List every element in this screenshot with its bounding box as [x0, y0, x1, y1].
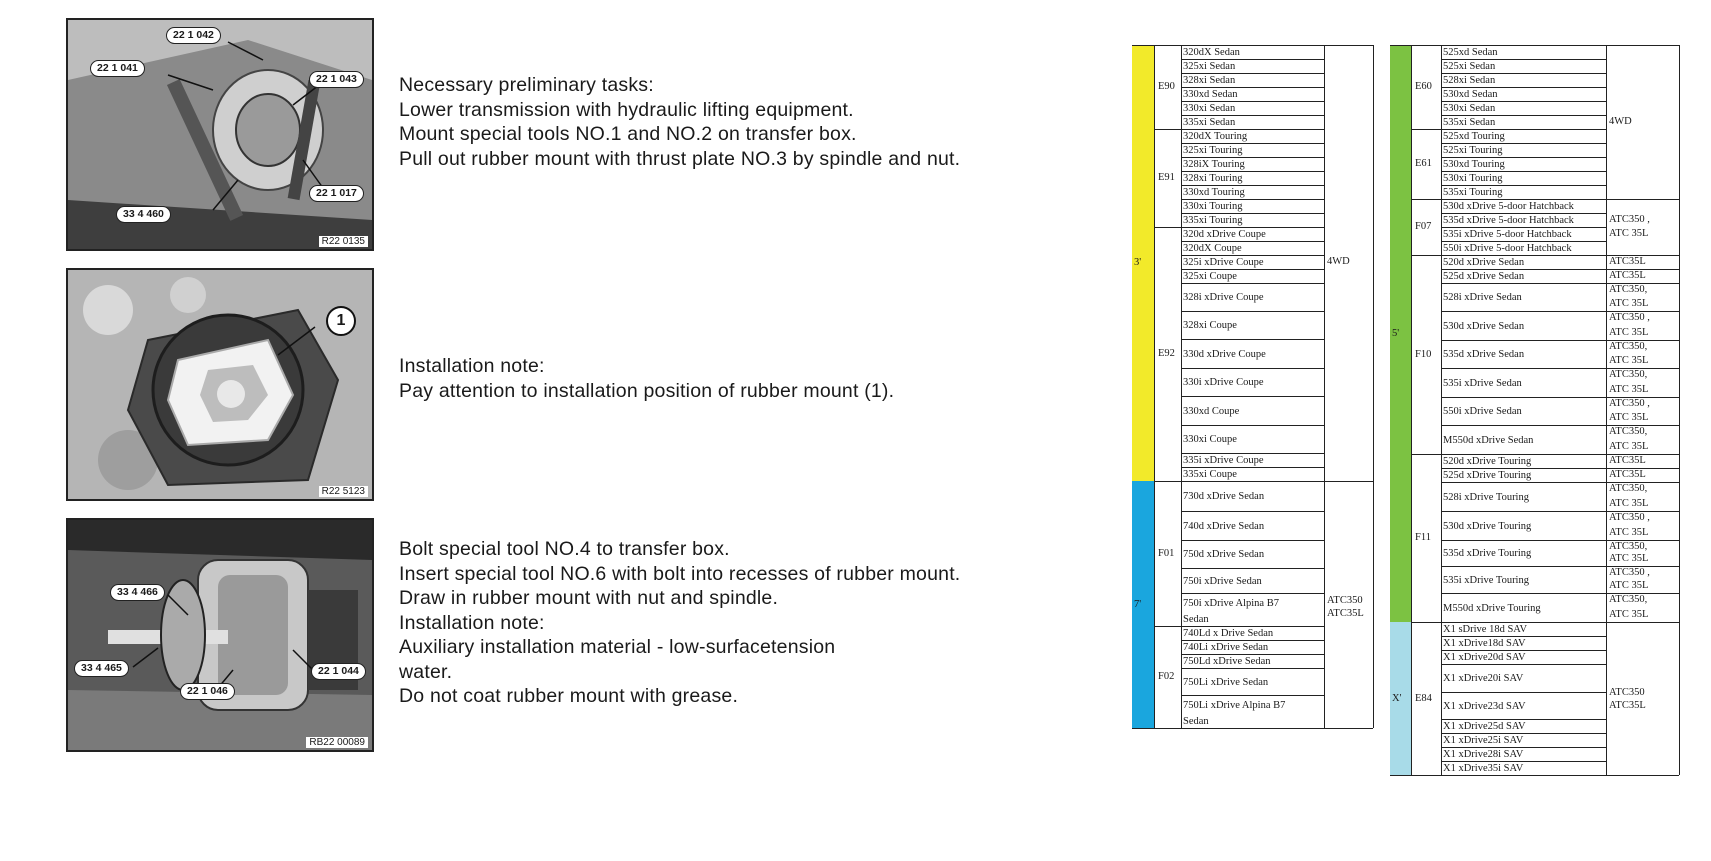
model-row: X1 xDrive25d SAV [1441, 719, 1606, 733]
instruction-line: Insert special tool NO.6 with bolt into recesses of rubber mount. [399, 562, 961, 585]
chassis-code: E61 [1415, 158, 1432, 169]
model-row: 520d xDrive Touring [1441, 454, 1606, 468]
chassis-divider [1154, 626, 1181, 627]
model-row: 525d xDrive Touring [1441, 468, 1606, 482]
model-row: 535xi Touring [1441, 185, 1606, 199]
transfer-value: ATC 35L [1609, 384, 1649, 395]
model-row: 335xi Coupe [1181, 467, 1324, 481]
transfer-atc350: ATC350 [1327, 595, 1363, 606]
transfer-4wd: 4WD [1327, 256, 1350, 267]
instruction-line: Pull out rubber mount with thrust plate NO.3 by spindle and nut. [399, 147, 961, 170]
transfer-value: ATC350 , [1609, 398, 1650, 409]
model-row: 740d xDrive Sedan [1181, 511, 1324, 540]
transfer-value: ATC350, [1609, 341, 1648, 352]
model-row: 330i xDrive Coupe [1181, 368, 1324, 396]
model-row: 330xi Touring [1181, 199, 1324, 213]
model-row: 535i xDrive Sedan [1441, 368, 1606, 397]
chassis-code: F11 [1415, 532, 1431, 543]
photo-installation [66, 518, 374, 752]
model-row: X1 xDrive28i SAV [1441, 747, 1606, 761]
model-row: 530xi Touring [1441, 171, 1606, 185]
transfer-value: ATC350, [1609, 483, 1648, 494]
chassis-code: F07 [1415, 221, 1432, 232]
instructions-installation-note [399, 354, 894, 403]
model-row: X1 xDrive25i SAV [1441, 733, 1606, 747]
model-row: 530xd Touring [1441, 157, 1606, 171]
instruction-line: Do not coat rubber mount with grease. [399, 685, 739, 707]
column-line [1324, 45, 1325, 728]
model-row: 530d xDrive Sedan [1441, 311, 1606, 340]
column-line [1441, 45, 1442, 775]
column-line [1606, 45, 1607, 775]
transfer-value: ATC 35L [1609, 580, 1649, 591]
instruction-line: water. [399, 660, 453, 683]
transfer-divider [1606, 199, 1679, 200]
model-row: 330xd Touring [1181, 185, 1324, 199]
transfer-e84-line1: ATC350 [1609, 686, 1645, 698]
model-row: X1 xDrive20i SAV [1441, 664, 1606, 692]
transfer-value: ATC35L [1609, 256, 1646, 267]
transfer-value: ATC 35L [1609, 412, 1649, 423]
model-row: 535d xDrive Touring [1441, 540, 1606, 566]
photo-transfer-removal [66, 18, 374, 251]
model-row: 528i xDrive Sedan [1441, 283, 1606, 311]
chassis-code: F01 [1158, 547, 1175, 559]
model-row: 528i xDrive Touring [1441, 482, 1606, 511]
transfer-4wd: 4WD [1609, 116, 1632, 127]
model-row: Sedan [1183, 613, 1209, 625]
model-row: X1 sDrive 18d SAV [1441, 622, 1606, 636]
model-row: 535xi Sedan [1441, 115, 1606, 129]
chassis-divider [1411, 622, 1441, 623]
model-row: 330xi Sedan [1181, 101, 1324, 115]
model-row: Sedan [1183, 715, 1209, 727]
chassis-code: E84 [1415, 692, 1432, 704]
instruction-line: Mount special tools NO.1 and NO.2 on transfer box. [399, 123, 857, 145]
model-row: 535i xDrive 5-door Hatchback [1441, 227, 1606, 241]
model-row: 320dX Coupe [1181, 241, 1324, 255]
transfer-value: ATC 35L [1609, 553, 1649, 564]
model-row: 328i xDrive Coupe [1181, 283, 1324, 311]
instruction-line: Pay attention to installation position of rubber mount (1). [399, 379, 895, 402]
model-row: 328xi Touring [1181, 171, 1324, 185]
model-row: 325xi Touring [1181, 143, 1324, 157]
transfer-value: ATC350, [1609, 541, 1648, 552]
callout-22-1-042: 22 1 042 [166, 27, 221, 44]
model-row: 535i xDrive Touring [1441, 566, 1606, 593]
model-row: 530d xDrive 5-door Hatchback [1441, 199, 1606, 213]
transfer-value: ATC 35L [1609, 498, 1649, 509]
transfer-value: ATC350, [1609, 369, 1648, 380]
model-row: X1 xDrive18d SAV [1441, 636, 1606, 650]
model-row: 550i xDrive Sedan [1441, 397, 1606, 425]
instruction-line: Installation note: [399, 611, 545, 634]
transfer-value: ATC 35L [1609, 298, 1649, 309]
transfer-divider [1606, 622, 1679, 623]
transfer-value: ATC 35L [1609, 441, 1649, 452]
chassis-divider [1411, 255, 1441, 256]
photo-3-illustration [68, 520, 372, 750]
model-row: 528xi Sedan [1441, 73, 1606, 87]
model-row: 525d xDrive Sedan [1441, 269, 1606, 283]
model-row: X1 xDrive23d SAV [1441, 692, 1606, 719]
transfer-f07-line1: ATC350 , [1609, 214, 1650, 225]
model-row: 525xd Sedan [1441, 45, 1606, 59]
series-label-x: X' [1392, 692, 1402, 704]
photo-ref-label: R22 5123 [319, 486, 368, 497]
model-row: 530xd Sedan [1441, 87, 1606, 101]
model-row: 320dX Touring [1181, 129, 1324, 143]
model-row: 530xi Sedan [1441, 101, 1606, 115]
transfer-value: ATC350, [1609, 284, 1648, 295]
chassis-code: E90 [1158, 81, 1175, 92]
series-label-7: 7' [1134, 598, 1142, 610]
transfer-value: ATC350 , [1609, 312, 1650, 323]
model-row: 530d xDrive Touring [1441, 511, 1606, 540]
transfer-f07-line2: ATC 35L [1609, 228, 1649, 239]
chassis-divider [1411, 454, 1441, 455]
column-line [1373, 45, 1374, 728]
series-label-3: 3' [1134, 257, 1142, 268]
chassis-code: E60 [1415, 81, 1432, 92]
transfer-value: ATC350 , [1609, 512, 1650, 523]
model-row: 525xi Touring [1441, 143, 1606, 157]
callout-33-4-460: 33 4 460 [116, 206, 171, 223]
chassis-divider [1154, 129, 1181, 130]
instruction-line: Bolt special tool NO.4 to transfer box. [399, 538, 730, 560]
transfer-value: ATC 35L [1609, 355, 1649, 366]
transfer-atc35l: ATC35L [1327, 608, 1364, 619]
chassis-code: E91 [1158, 172, 1175, 183]
instructions-removal [399, 73, 960, 171]
transfer-value: ATC350 , [1609, 567, 1650, 578]
model-row: 330xd Sedan [1181, 87, 1324, 101]
callout-33-4-465: 33 4 465 [74, 660, 129, 677]
model-row: M550d xDrive Touring [1441, 593, 1606, 622]
transfer-value: ATC35L [1609, 469, 1646, 480]
model-row: 335xi Touring [1181, 213, 1324, 227]
model-row: 740Ld x Drive Sedan [1181, 626, 1324, 640]
series-label-5: 5' [1392, 327, 1400, 339]
photo-1-illustration [68, 20, 372, 249]
model-row: 330xi Coupe [1181, 425, 1324, 453]
callout-22-1-046: 22 1 046 [180, 683, 235, 700]
chassis-divider [1411, 199, 1441, 200]
model-row: X1 xDrive35i SAV [1441, 761, 1606, 775]
transfer-value: ATC35L [1609, 270, 1646, 281]
model-row: 750i xDrive Alpina B7 [1181, 593, 1324, 612]
transfer-e84-line2: ATC35L [1609, 699, 1646, 711]
model-row: 330xd Coupe [1181, 396, 1324, 425]
model-row: 740Li xDrive Sedan [1181, 640, 1324, 654]
chassis-divider [1154, 481, 1181, 482]
model-row: 750Li xDrive Sedan [1181, 668, 1324, 695]
model-row: 525xd Touring [1441, 129, 1606, 143]
model-row: 750d xDrive Sedan [1181, 540, 1324, 568]
table-top [1132, 45, 1373, 46]
model-row: 550i xDrive 5-door Hatchback [1441, 241, 1606, 255]
column-line [1411, 45, 1412, 775]
transfer-divider [1324, 481, 1373, 482]
table-bottom [1132, 728, 1373, 729]
transfer-value: ATC 35L [1609, 609, 1649, 620]
transfer-value: ATC35L [1609, 455, 1646, 466]
table-bottom [1390, 775, 1679, 776]
model-row: 325i xDrive Coupe [1181, 255, 1324, 269]
model-row: 325xi Sedan [1181, 59, 1324, 73]
transfer-value: ATC350, [1609, 426, 1648, 437]
model-row: X1 xDrive20d SAV [1441, 650, 1606, 664]
model-row: 750Li xDrive Alpina B7 [1181, 695, 1324, 714]
model-row: 335i xDrive Coupe [1181, 453, 1324, 467]
model-row: 750Ld xDrive Sedan [1181, 654, 1324, 668]
model-row: 328xi Coupe [1181, 311, 1324, 339]
instructions-installation [399, 537, 960, 709]
column-line [1181, 45, 1182, 728]
model-row: 730d xDrive Sedan [1181, 481, 1324, 511]
instruction-line: Installation note: [399, 355, 545, 377]
instruction-line: Draw in rubber mount with nut and spindle. [399, 587, 779, 609]
model-row: 328xi Sedan [1181, 73, 1324, 87]
column-line [1679, 45, 1680, 775]
callout-33-4-466: 33 4 466 [110, 584, 165, 601]
model-row: 520d xDrive Sedan [1441, 255, 1606, 269]
instruction-line: Necessary preliminary tasks: [399, 74, 654, 96]
transfer-value: ATC 35L [1609, 327, 1649, 338]
model-row: 328iX Touring [1181, 157, 1324, 171]
photo-rubber-mount [66, 268, 374, 501]
callout-22-1-017: 22 1 017 [309, 185, 364, 202]
chassis-code: E92 [1158, 348, 1175, 359]
callout-22-1-043: 22 1 043 [309, 71, 364, 88]
table-top [1390, 45, 1679, 46]
model-row: M550d xDrive Sedan [1441, 425, 1606, 454]
photo-ref-label: R22 0135 [319, 236, 368, 247]
model-row: 535d xDrive 5-door Hatchback [1441, 213, 1606, 227]
chassis-code: F02 [1158, 671, 1175, 682]
callout-22-1-041: 22 1 041 [90, 60, 145, 77]
callout-22-1-044: 22 1 044 [311, 663, 366, 680]
photo-ref-label: RB22 00089 [306, 737, 368, 748]
model-row: 335xi Sedan [1181, 115, 1324, 129]
model-row: 750i xDrive Sedan [1181, 568, 1324, 593]
instruction-line: Lower transmission with hydraulic lifting equipment. [399, 98, 854, 121]
photo-2-illustration [68, 270, 372, 499]
chassis-divider [1154, 227, 1181, 228]
chassis-divider [1411, 129, 1441, 130]
model-row: 325xi Coupe [1181, 269, 1324, 283]
model-row: 330d xDrive Coupe [1181, 339, 1324, 368]
transfer-value: ATC350, [1609, 594, 1648, 605]
model-row: 320d xDrive Coupe [1181, 227, 1324, 241]
model-row: 535d xDrive Sedan [1441, 340, 1606, 368]
column-line [1154, 45, 1155, 728]
chassis-code: F10 [1415, 348, 1432, 360]
model-row: 525xi Sedan [1441, 59, 1606, 73]
transfer-value: ATC 35L [1609, 527, 1649, 538]
marker-1: 1 [326, 306, 356, 336]
model-row: 320dX Sedan [1181, 45, 1324, 59]
instruction-line: Auxiliary installation material - low-surfacetension [399, 636, 836, 658]
